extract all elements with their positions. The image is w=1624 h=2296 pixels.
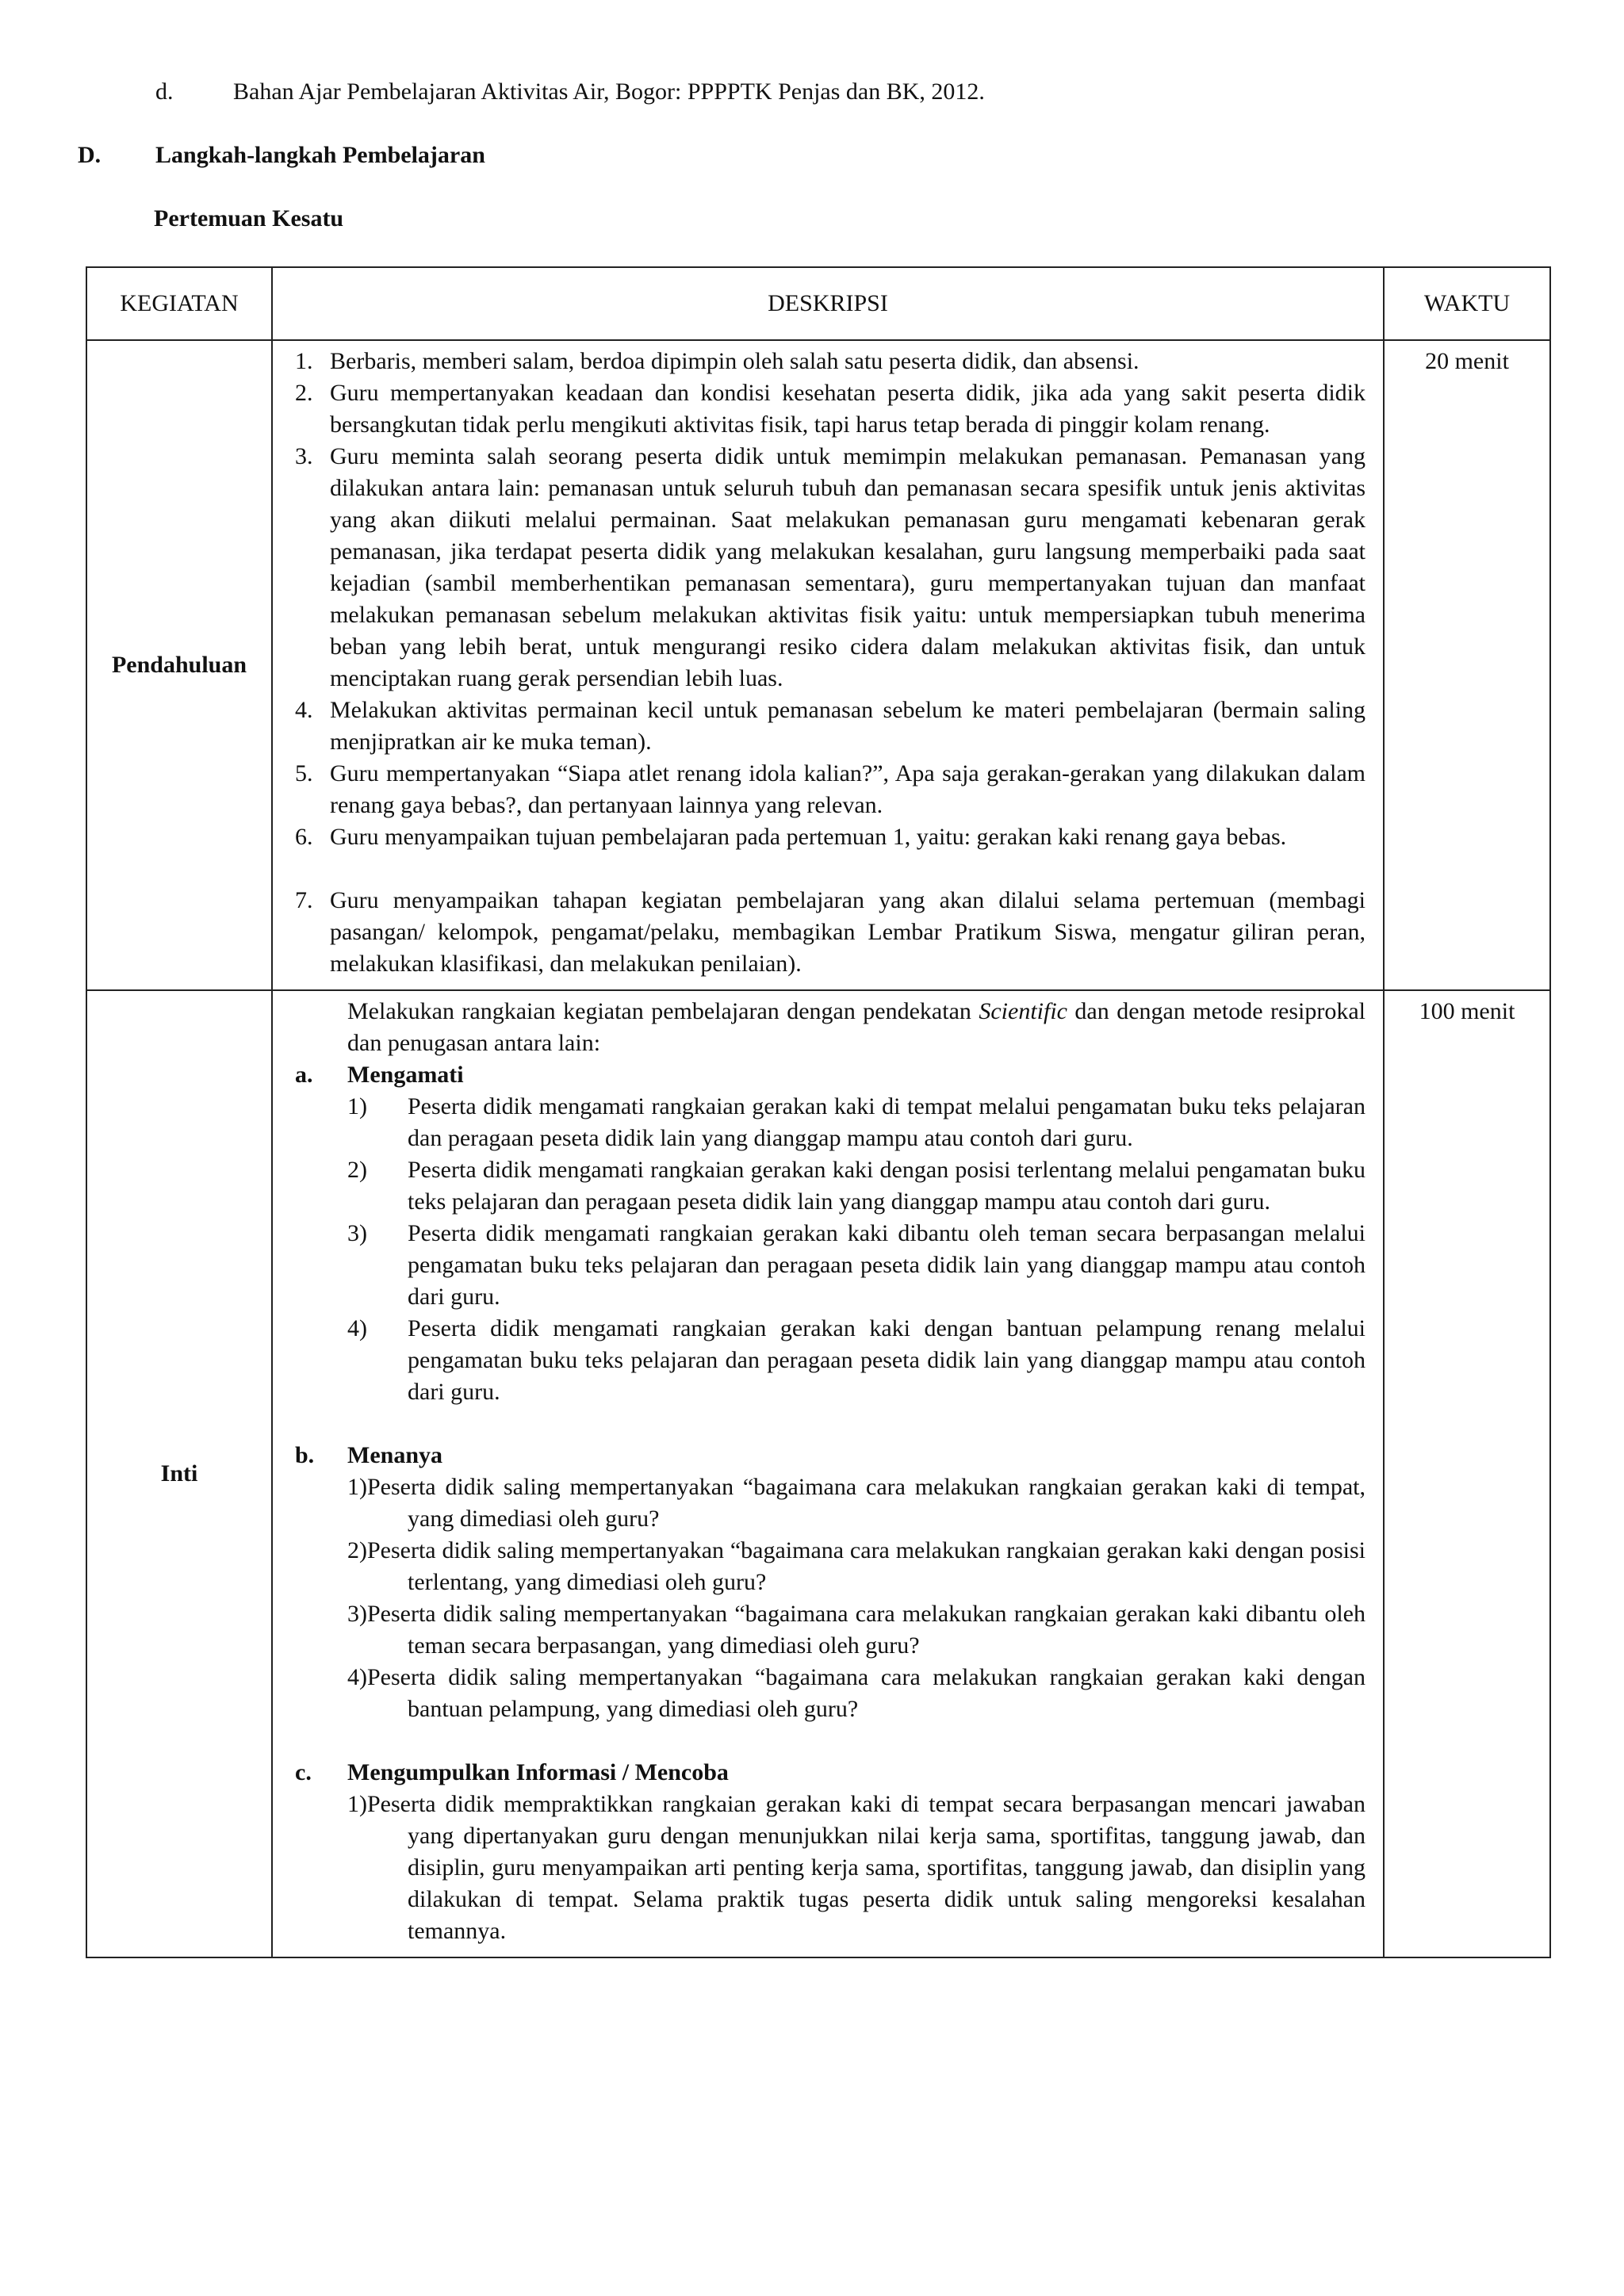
list-item: 4. Melakukan aktivitas permainan kecil untuk pemanasan sebelum ke materi pembelajaran (bermain saling menjipratkan air ke muka teman). (295, 697, 1365, 755)
deskripsi-inti (272, 990, 1384, 1957)
reference-line (155, 76, 985, 108)
list-item: 4)Peserta didik saling mempertanyakan “bagaimana cara melakukan rangkaian gerakan kaki dengan bantuan pelampung, yang dimediasi oleh guru? (347, 1664, 1365, 1722)
section-heading (78, 140, 485, 171)
list-item: 2)Peserta didik saling mempertanyakan “bagaimana cara melakukan rangkaian gerakan kaki dengan posisi terlentang, yang dimediasi oleh guru? (347, 1537, 1365, 1595)
waktu-pendahuluan: 20 menit (1384, 340, 1550, 990)
reference-label: d. (155, 78, 174, 105)
inti-intro: Melakukan rangkaian kegiatan pembelajaran dengan pendekatan Scientific dan dengan metode resiprokal dan penugasan antara lain: (347, 998, 1365, 1056)
pendahuluan-list (289, 346, 1365, 853)
waktu-inti: 100 menit (1384, 990, 1550, 1957)
kegiatan-pendahuluan: Pendahuluan (86, 340, 272, 990)
lesson-steps-table (86, 266, 1551, 1958)
list-item: 1) Peserta didik mengamati rangkaian gerakan kaki di tempat melalui pengamatan buku teks pelajaran dan peragaan peseta didik lain yang dianggap mampu atau contoh dari guru. (347, 1093, 1365, 1151)
subheading-mengamati: a. Mengamati (295, 1062, 464, 1088)
header-kegiatan: KEGIATAN (86, 267, 272, 340)
deskripsi-pendahuluan (272, 340, 1384, 990)
section-label: D. (78, 142, 102, 168)
table-header-row (86, 267, 1550, 340)
table-row-inti (86, 990, 1550, 1957)
subheading-menanya: b. Menanya (295, 1442, 442, 1468)
list-item: 3) Peserta didik mengamati rangkaian gerakan kaki dibantu oleh teman secara berpasangan melalui pengamatan buku teks pelajaran dan peragaan peseta didik lain yang dianggap mampu atau contoh dari guru. (347, 1220, 1365, 1310)
list-item: 6. Guru menyampaikan tujuan pembelajaran pada pertemuan 1, yaitu: gerakan kaki renang gaya bebas. (295, 824, 1287, 850)
list-item: 1. Berbaris, memberi salam, berdoa dipimpin oleh salah satu peserta didik, dan absensi. (295, 348, 1139, 374)
list-item: 2) Peserta didik mengamati rangkaian gerakan kaki dengan posisi terlentang melalui pengamatan buku teks pelajaran dan peragaan peseta didik lain yang dianggap mampu atau contoh dari guru. (347, 1157, 1365, 1215)
list-item: 4) Peserta didik mengamati rangkaian gerakan kaki dengan bantuan pelampung renang melalui pengamatan buku teks pelajaran dan peragaan peseta didik lain yang dianggap mampu atau contoh dari guru. (347, 1315, 1365, 1405)
list-item: 2. Guru mempertanyakan keadaan dan kondisi kesehatan peserta didik, jika ada yang sakit peserta didik bersangkutan tidak perlu mengikuti aktivitas fisik, tapi harus tetap berada di pinggir kolam renang. (295, 380, 1365, 438)
subsection-heading: Pertemuan Kesatu (154, 205, 344, 232)
list-item: 3. Guru meminta salah seorang peserta didik untuk memimpin melakukan pemanasan. Pemanasan yang dilakukan antara lain: pemanasan untuk seluruh tubuh dan pemanasan secara spesifik untuk jenis aktivitas yang akan diikuti melalui permainan. Saat melakukan pemanasan guru mengamati kebenaran gerak pemanasan, jika terdapat peserta didik yang melakukan kesalahan, guru langsung memperbaiki pada saat kejadian (sambil memberhentikan pemanasan sementara), guru mempertanyakan tujuan dan manfaat melakukan pemanasan sebelum melakukan aktivitas fisik yaitu: untuk mempersiapkan tubuh menerima beban yang lebih berat, untuk mengurangi resiko cidera dalam melakukan aktivitas fisik, dan untuk menciptakan ruang gerak persendian lebih luas. (295, 443, 1365, 691)
list-item: 1)Peserta didik mempraktikkan rangkaian gerakan kaki di tempat secara berpasangan mencari jawaban yang dipertanyakan guru dengan menunjukkan nilai kerja sama, sportifitas, tanggung jawab, dan disiplin, guru menyampaikan arti penting kerja sama, sportifitas, tanggung jawab, dan disiplin yang dilakukan di tempat. Selama praktik tugas peserta didik untuk saling mengoreksi kesalahan temannya. (347, 1791, 1365, 1944)
table-row-pendahuluan (86, 340, 1550, 990)
list-item: 3)Peserta didik saling mempertanyakan “bagaimana cara melakukan rangkaian gerakan kaki dibantu oleh teman secara berpasangan, yang dimediasi oleh guru? (347, 1601, 1365, 1659)
header-deskripsi: DESKRIPSI (272, 267, 1384, 340)
list-item: 7. Guru menyampaikan tahapan kegiatan pembelajaran yang akan dilalui selama pertemuan (membagi pasangan/ kelompok, pengamat/pelaku, membagikan Lembar Pratikum Siswa, mengatur giliran peran, melakukan klasifikasi, dan melakukan penilaian). (295, 887, 1365, 977)
pendahuluan-list-cont (289, 885, 1365, 980)
header-waktu: WAKTU (1384, 267, 1550, 340)
subheading-mengumpulkan-informasi: c. Mengumpulkan Informasi / Mencoba (295, 1759, 729, 1785)
list-item: 1)Peserta didik saling mempertanyakan “bagaimana cara melakukan rangkaian gerakan kaki di tempat, yang dimediasi oleh guru? (347, 1474, 1365, 1532)
list-item: 5. Guru mempertanyakan “Siapa atlet renang idola kalian?”, Apa saja gerakan-gerakan yang dilakukan dalam renang gaya bebas?, dan pertanyaan lainnya yang relevan. (295, 760, 1365, 818)
section-title: Langkah-langkah Pembelajaran (155, 142, 485, 168)
reference-text: Bahan Ajar Pembelajaran Aktivitas Air, Bogor: PPPPTK Penjas dan BK, 2012. (233, 78, 985, 105)
kegiatan-inti: Inti (86, 990, 272, 1957)
